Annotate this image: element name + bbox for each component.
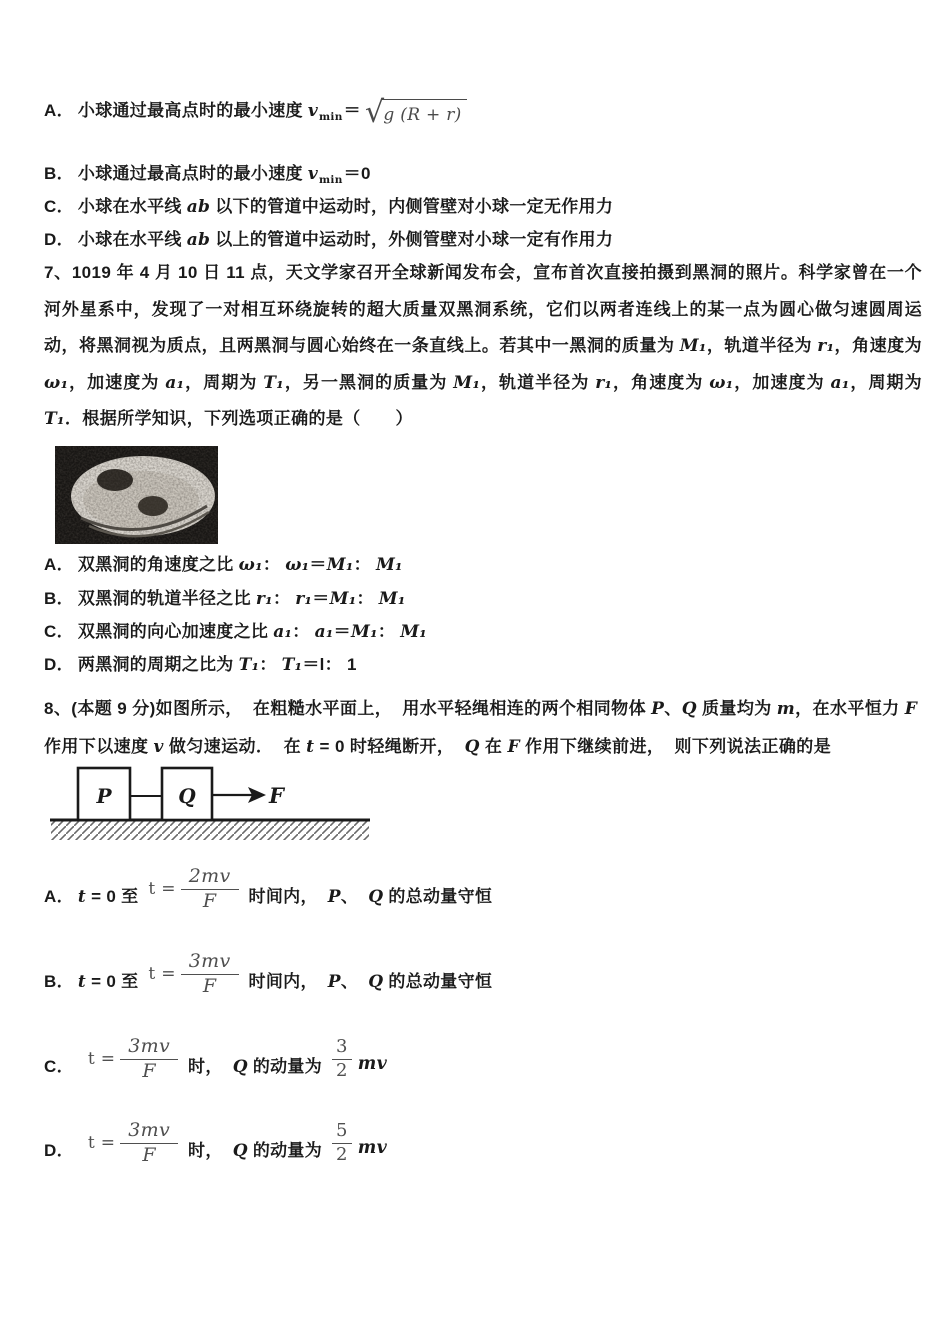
- fraction-denominator: F: [142, 1059, 156, 1082]
- time-fraction: [148, 866, 238, 913]
- q7-option-b: B． 双黑洞的轨道半径之比 r₁： r₁＝M₁： M₁: [44, 589, 406, 609]
- time-fraction: [88, 1120, 178, 1167]
- film-grain-overlay: [55, 446, 218, 544]
- fraction-lead: t =: [87, 1133, 116, 1153]
- black-hole-photo-graphic: [55, 446, 218, 544]
- fraction-numerator: 3mv: [120, 1120, 178, 1144]
- radical-sign: √: [364, 95, 385, 130]
- blocks-on-ground-diagram: [50, 762, 372, 842]
- q8-option-b-post: 时间内， P、 Q 的总动量守恒: [248, 971, 493, 992]
- momentum-fraction: [332, 1121, 352, 1165]
- fraction-denominator: 2: [336, 1143, 348, 1165]
- q8-option-a-pre: A． t = 0 至: [44, 886, 139, 907]
- block-p-label: P: [96, 784, 112, 808]
- fraction-lead: t =: [87, 1049, 116, 1069]
- q6-option-c: C． 小球在水平线 ab 以下的管道中运动时，内侧管壁对小球一定无作用力: [44, 197, 614, 217]
- q8-option-d: [44, 1116, 922, 1180]
- momentum-unit: mv: [357, 1138, 388, 1158]
- fraction-numerator: 3mv: [181, 951, 239, 975]
- fraction-denominator: F: [202, 889, 217, 912]
- momentum-unit: mv: [357, 1054, 388, 1074]
- q6-option-a-text: A． 小球通过最高点时的最小速度 $v_{min}=$: [44, 101, 361, 123]
- time-fraction: [148, 951, 238, 998]
- block-q-label: Q: [178, 784, 196, 808]
- q8-option-c-mid: 时， Q 的动量为: [188, 1056, 323, 1077]
- black-hole-photo: [55, 446, 218, 544]
- time-fraction: [88, 1036, 178, 1083]
- fraction-numerator: 5: [332, 1121, 352, 1144]
- q8-stem: 8、(本题 9 分)如图所示， 在粗糙水平面上， 用水平轻绳相连的两个相同物体 P、Q 质量均为 m，在水平恒力 F 作用下以速度 v 做匀速运动． 在 t = 0 时轻绳断开， Q 在 F 作用下继续前进， 则下列说法正确的是: [44, 699, 923, 757]
- q8-option-c: [44, 1032, 922, 1096]
- fraction-numerator: 3mv: [120, 1036, 178, 1060]
- q8-option-d-pre: D．: [44, 1140, 74, 1160]
- fraction-denominator: F: [142, 1143, 156, 1166]
- q8-option-a-post: 时间内， P、 Q 的总动量守恒: [248, 886, 493, 907]
- radicand: g (R + r): [381, 99, 466, 129]
- q8-option-b: [44, 947, 922, 1011]
- q7-stem: 7、1019 年 4 月 10 日 11 点，天文学家召开全球新闻发布会，宣布首次直接拍摄到黑洞的照片。科学家曾在一个河外星系中，发现了一对相互环绕旋转的超大质量双黑洞系统，它们以两者连线上的某一点为圆心做匀速圆周运动，将黑洞视为质点，且两黑洞与圆心始终在一条直线上。若其中一黑洞的质量为 M₁，轨道半径为 r₁，角速度为 ω₁，加速度为 a₁，周期为 T₁，另一黑洞的质量为 M₁，轨道半径为 r₁，角速度为 ω₁，加速度为 a₁，周期为 T₁．根据所学知识，下列选项正确的是（ ）: [44, 263, 923, 430]
- q6-option-a: [44, 92, 922, 136]
- q6-option-b: B． 小球通过最高点时的最小速度 $v_{min}=0$: [44, 164, 371, 186]
- q6-option-d: D． 小球在水平线 ab 以上的管道中运动时，外侧管壁对小球一定有作用力: [44, 230, 614, 250]
- fraction-denominator: F: [202, 974, 217, 997]
- fraction-lead: t =: [148, 879, 176, 899]
- fraction-lead: t =: [148, 964, 176, 984]
- q8-option-b-pre: B． t = 0 至: [44, 971, 139, 992]
- q7-option-c: C． 双黑洞的向心加速度之比 a₁： a₁＝M₁： M₁: [44, 622, 428, 642]
- q8-option-a: [44, 862, 922, 926]
- fraction-numerator: 3: [332, 1037, 352, 1060]
- ground-hatching: [51, 821, 369, 840]
- square-root-expression: [364, 95, 467, 130]
- q7-option-d: D． 两黑洞的周期之比为 T₁： T₁＝l： 1: [44, 655, 357, 675]
- q8-option-c-pre: C．: [44, 1056, 74, 1076]
- q8-option-d-mid: 时， Q 的动量为: [188, 1140, 323, 1161]
- fraction-denominator: 2: [336, 1059, 348, 1081]
- q8-diagram: [50, 762, 372, 847]
- momentum-fraction: [332, 1037, 352, 1081]
- q7-option-a: A． 双黑洞的角速度之比 ω₁： ω₁＝M₁： M₁: [44, 555, 403, 575]
- force-label: F: [269, 783, 284, 808]
- fraction-numerator: 2mv: [181, 866, 239, 890]
